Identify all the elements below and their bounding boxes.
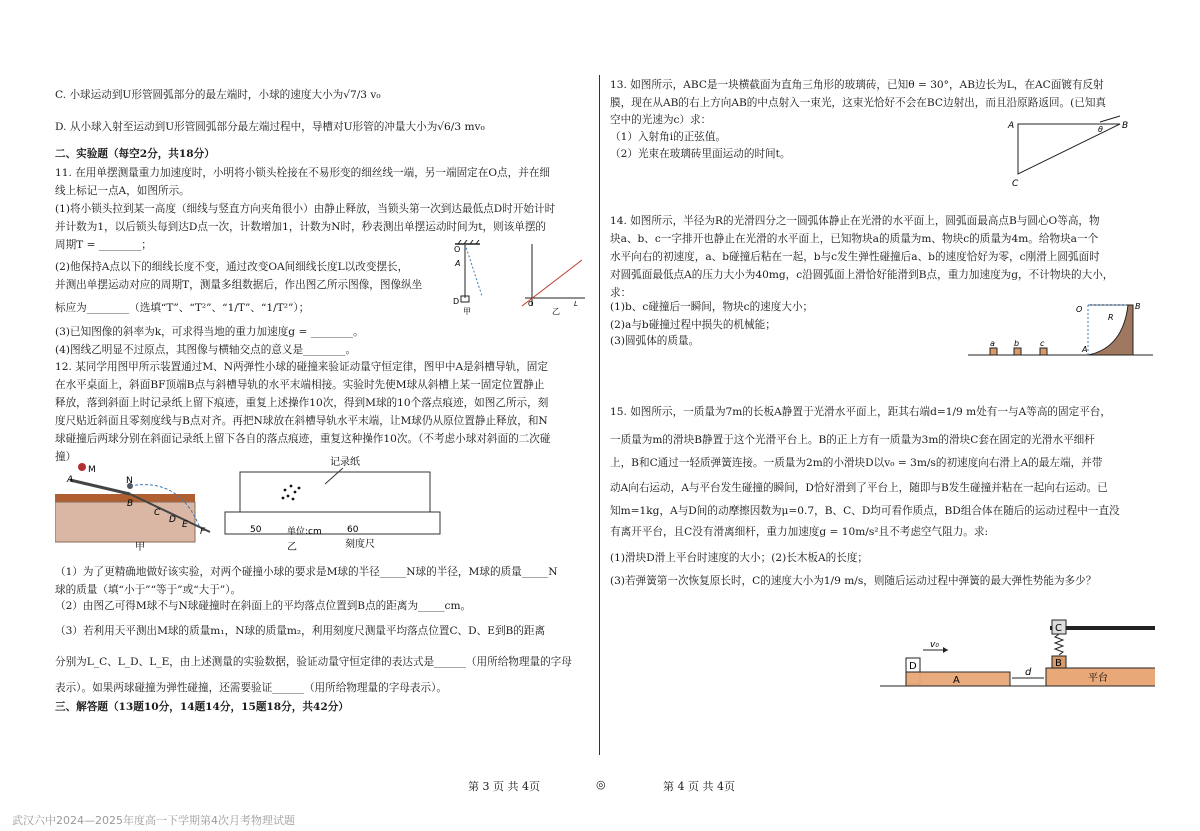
column-divider [599,75,600,755]
q13-line2: 膜，现在从AB的右上方向AB的中点射入一束光，这束光恰好不会在BC边射出，而且沿原路返回。(已知真 [610,97,1107,109]
block-b-label: B [1055,658,1062,669]
ruler-50: 50 [250,525,262,535]
arc-label-a: A [1082,345,1088,354]
q13-line3: 空中的光速为c）求： [610,114,712,126]
q11-line1: 11. 在用单摆测量重力加速度时，小明将小锁头栓接在不易形变的细丝线一端，另一端固定在O点，并在细 [55,167,551,179]
ruler-unit: 单位:cm [287,527,322,537]
caption-yi: 乙 [287,542,297,552]
arc-label-o: O [1076,305,1083,314]
arc-label-b: B [1135,302,1141,311]
q14-arc-figure [968,300,1153,362]
page-number-4: 第 4 页 共 4页 [663,780,735,793]
label-b: B [127,499,134,509]
graph-x-label: L [574,300,578,308]
q12-line2: 在水平桌面上，斜面BF顶端B点与斜槽导轨的水平末端相接。实验时先使M球从斜槽上某一固定位置静止 [55,379,545,391]
platform-label: 平台 [1088,673,1108,684]
q11-line7: 并测出单摆运动对应的周期T，测量多组数据后，作出图乙所示图像，图像纵坐 [55,279,423,291]
q11-line6: (2)他保持A点以下的细线长度不变，通过改变OA间细线长度L以改变摆长， [55,261,409,273]
label-c: C [154,508,161,518]
block-d-label: D [909,661,917,672]
q12-a-line1: （1）为了更精确地做好该实验，对两个碰撞小球的要求是M球的半径_____N球的半径，M球的质量_____N [55,566,558,578]
board-a-label: A [953,675,960,686]
q12-c-line2: 分别为L_C、L_D、L_E，由上述测量的实验数据，验证动量守恒定律的表达式是______（用所给物理量的字母 [55,656,572,668]
right-column [610,0,1155,760]
q14-line5: 求： [610,287,632,299]
graph-caption: 乙 [552,307,560,315]
label-f: F [200,527,206,537]
q14-line3: 水平向右的初速度，a、b碰撞后粘在一起，b与c发生弹性碰撞后a、b的速度恰好为零，c刚滑上圆弧面时 [610,251,1100,263]
q11-figure [450,240,590,315]
q14-line7: (2)a与b碰撞过程中损失的机械能； [610,319,776,331]
center-mark: ◎ [596,778,606,791]
q15-line6: 有离开平台，且C没有滑离细杆，重力加速度g = 10m/s²且不考虑空气阻力。求: [610,526,989,538]
q15-line3: 上，B和C通过一轻质弹簧连接。一质量为2m的小滑块D以v₀ = 3m/s的初速度向右滑上A的最左端，并带 [610,457,1103,469]
label-m: M [88,465,96,475]
q15-line7: (1)滑块D滑上平台时速度的大小；(2)长木板A的长度； [610,552,869,564]
block-label-b: b [1014,339,1020,348]
q12-line4: 度尺贴近斜面且零刻度线与B点对齐。再把N球放在斜槽导轨水平末端，让M球仍从原位置静止释放，和N [55,415,548,427]
caption-jia: 甲 [135,542,145,552]
label-a: A [67,475,74,485]
prism-label-a: A [1008,121,1015,131]
q11-line3: (1)将小锁头拉到某一高度（细线与竖直方向夹角很小）由静止释放，当锁头第一次到达最低点D时开始计时 [55,203,556,215]
q12-c-line1: （3）若利用天平测出M球的质量m₁，N球的质量m₂，利用刻度尺测量平均落点位置C、D、E到B的距离 [55,625,546,637]
q13-line5: （2）光束在玻璃砖里面运动的时间t。 [610,148,791,160]
pendulum-label-o: O [454,245,461,254]
q11-line4: 并计数为1，以后锁头每到达D点一次，计数增加1，计数为N时，秒表测出单摆运动时间为t，则该单摆的 [55,221,547,233]
q15-figure [880,618,1155,696]
block-label-a: a [990,339,995,348]
q12-line3: 释放，落到斜面上时记录纸上留下痕迹，重复上述操作10次，得到M球的10个落点痕迹，如图乙所示，刻 [55,397,549,409]
q11-line5: 周期T = ________； [55,239,152,251]
q11-line2: 线上标记一点A，如图所示。 [55,185,190,197]
pendulum-label-d: D [453,297,460,306]
q13-prism-figure [1000,112,1150,192]
q12-a-line2: 球的质量（填“小于”“等于”或“大于”）。 [55,584,242,596]
q14-line4: 对圆弧面最低点A的压力大小为40mg，c沿圆弧面上滑恰好能滑到B点，重力加速度为g，不计物块的大小， [610,269,1114,281]
arc-label-r: R [1108,313,1114,322]
q14-line1: 14. 如图所示，半径为R的光滑四分之一圆弧体静止在光滑的水平面上，圆弧面最高点B与圆心O等高，物 [610,215,1100,227]
q12-figure [55,452,585,552]
v0-label: v₀ [930,640,939,650]
q13-line4: （1）入射角i的正弦值。 [610,131,727,143]
q11-line10: (4)图线乙明显不过原点，其图像与横轴交点的意义是________。 [55,344,357,356]
q14-line8: (3)圆弧体的质量。 [610,335,700,347]
block-label-c: c [1040,339,1045,348]
q12-line1: 12. 某同学用图甲所示装置通过M、N两弹性小球的碰撞来验证动量守恒定律，图甲中A是斜槽导轨，固定 [55,361,548,373]
pendulum-label-a: A [455,259,461,268]
prism-label-c: C [1012,179,1019,189]
q15-line4: 动A向右运动，A与平台发生碰撞的瞬间，D恰好滑到了平台上，随即与B发生碰撞并粘在一起向右运动。已 [610,482,1108,494]
option-d: D. 从小球入射至运动到U形管圆弧部分最左端过程中，导槽对U形管的冲量大小为√6/3 mv₀ [55,121,485,133]
q14-line2: 块a、b、c一字排开也静止在光滑的水平面上，已知物块a的质量为m、物块c的质量为4m。给物块a一个 [610,233,1099,245]
gap-d-label: d [1025,667,1032,678]
q15-line2: 一质量为m的滑块B静置于这个光滑平台上。B的正上方有一质量为3m的滑块C套在固定的光滑水平细杆 [610,434,1095,446]
section-2-heading: 二、实验题（每空2分，共18分） [55,148,215,160]
caption-ruler: 刻度尺 [345,539,375,550]
option-c: C. 小球运动到U形管圆弧部分的最左端时，小球的速度大小为√7/3 v₀ [55,89,381,101]
page-number-3: 第 3 页 共 4页 [468,780,540,793]
q15-line5: 知m=1kg，A与D间的动摩擦因数为μ=0.7，B、C、D均可看作质点，BD组合体在随后的运动过程中一直没 [610,505,1120,517]
label-e: E [182,520,188,530]
pendulum-caption: 甲 [463,307,471,315]
section-3-heading: 三、解答题（13题10分，14题14分，15题18分，共42分） [55,701,349,713]
exam-watermark: 武汉六中2024—2025年度高一下学期第4次月考物理试题 [12,814,295,827]
q11-line8: 标应为________（选填“T”、“T²”、“1/T”、“1/T²”）； [55,302,310,314]
q13-line1: 13. 如图所示，ABC是一块横截面为直角三角形的玻璃砖，已知θ = 30°，AB边长为L，在AC面镀有反射 [610,79,1104,91]
caption-record-paper: 记录纸 [330,457,360,468]
ruler-60: 60 [347,525,359,535]
q12-line5: 球碰撞后两球分别在斜面记录纸上留下各自的落点痕迹，重复这种操作10次。（不考虑小球对斜面的二次碰 [55,433,551,445]
q15-line8: (3)若弹簧第一次恢复原长时，C的速度大小为1/9 m/s，则随后运动过程中弹簧的最大弹性势能为多少？ [610,575,1097,587]
graph-origin: O [528,300,534,308]
q15-line1: 15. 如图所示，一质量为7m的长板A静置于光滑水平面上，距其右端d=1/9 m处有一与A等高的固定平台， [610,406,1111,418]
prism-label-theta: θ [1098,125,1103,134]
q11-line9: (3)已知图像的斜率为k，可求得当地的重力加速度g = ________。 [55,326,364,338]
label-n: N [126,476,133,486]
block-c-label: C [1055,623,1062,634]
q12-line6: 撞） [55,451,77,463]
q12-b: （2）由图乙可得M球不与N球碰撞时在斜面上的平均落点位置到B点的距离为_____cm。 [55,600,472,612]
q14-line6: (1)b、c碰撞后一瞬间，物块c的速度大小； [610,301,814,313]
q12-c-line3: 表示）。如果两球碰撞为弹性碰撞，还需要验证______（用所给物理量的字母表示）。 [55,682,447,694]
left-column [55,0,590,760]
label-d: D [169,515,176,525]
prism-label-b: B [1122,121,1129,131]
